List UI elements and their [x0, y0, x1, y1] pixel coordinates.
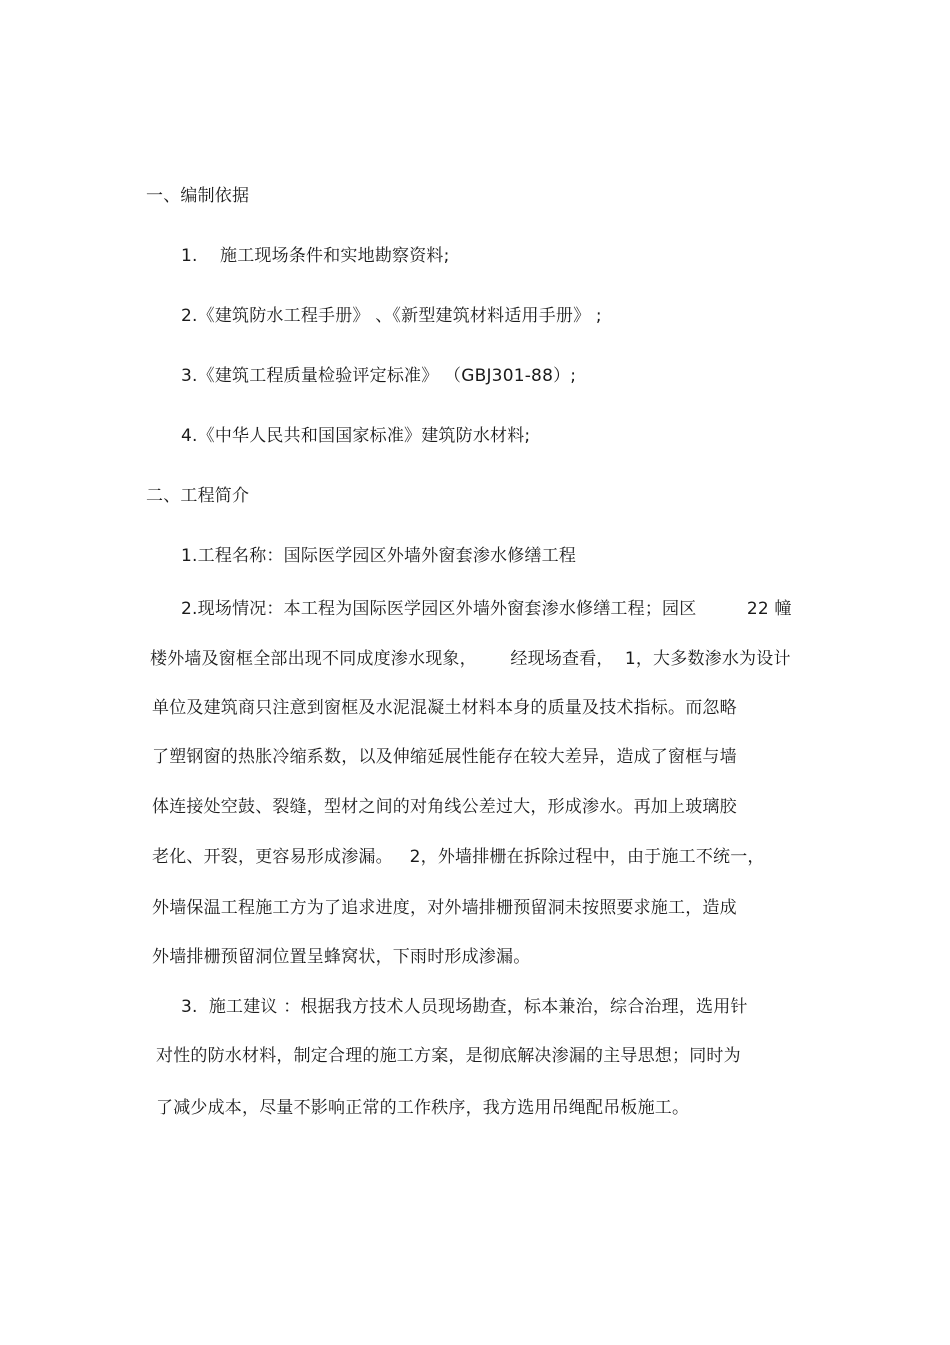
section-heading-basis: 一、编制依据 — [146, 186, 250, 206]
basis-item-2: 2.《建筑防水工程手册》 、《新型建筑材料适用手册》 ; — [181, 306, 602, 326]
suggestion-line-2: 对性的防水材料，制定合理的施工方案，是彻底解决渗漏的主导思想；同时为 — [156, 1046, 741, 1066]
project-name-line: 1.工程名称：国际医学园区外墙外窗套渗水修缮工程 — [181, 546, 577, 566]
section-heading-overview: 二、工程简介 — [146, 486, 250, 506]
situation-line-1: 2.现场情况：本工程为国际医学园区外墙外窗套渗水修缮工程；园区 22 幢 — [181, 599, 792, 619]
situation-line-7: 外墙保温工程施工方为了追求进度，对外墙排栅预留洞未按照要求施工，造成 — [152, 898, 737, 918]
suggestion-line-1: 3. 施工建议 ：根据我方技术人员现场勘查，标本兼治，综合治理，选用针 — [181, 997, 748, 1017]
situation-line-6: 老化、开裂，更容易形成渗漏。 2，外墙排栅在拆除过程中，由于施工不统一， — [152, 847, 765, 867]
suggestion-line-3: 了减少成本，尽量不影响正常的工作秩序，我方选用吊绳配吊板施工。 — [156, 1098, 690, 1118]
basis-item-1: 1. 施工现场条件和实地勘察资料; — [181, 246, 450, 266]
situation-line-5: 体连接处空鼓、裂缝，型材之间的对角线公差过大，形成渗水。再加上玻璃胶 — [152, 797, 737, 817]
basis-item-4: 4.《中华人民共和国国家标准》建筑防水材料; — [181, 426, 531, 446]
situation-line-4: 了塑钢窗的热胀冷缩系数，以及伸缩延展性能存在较大差异，造成了窗框与墙 — [152, 747, 737, 767]
basis-item-3: 3.《建筑工程质量检验评定标准》 （GBJ301-88）; — [181, 366, 577, 386]
situation-line-8: 外墙排栅预留洞位置呈蜂窝状，下雨时形成渗漏。 — [152, 947, 531, 967]
situation-line-2: 楼外墙及窗框全部出现不同成度渗水现象， 经现场查看， 1，大多数渗水为设计 — [150, 649, 791, 669]
situation-line-3: 单位及建筑商只注意到窗框及水泥混凝土材料本身的质量及技术指标。而忽略 — [152, 698, 737, 718]
